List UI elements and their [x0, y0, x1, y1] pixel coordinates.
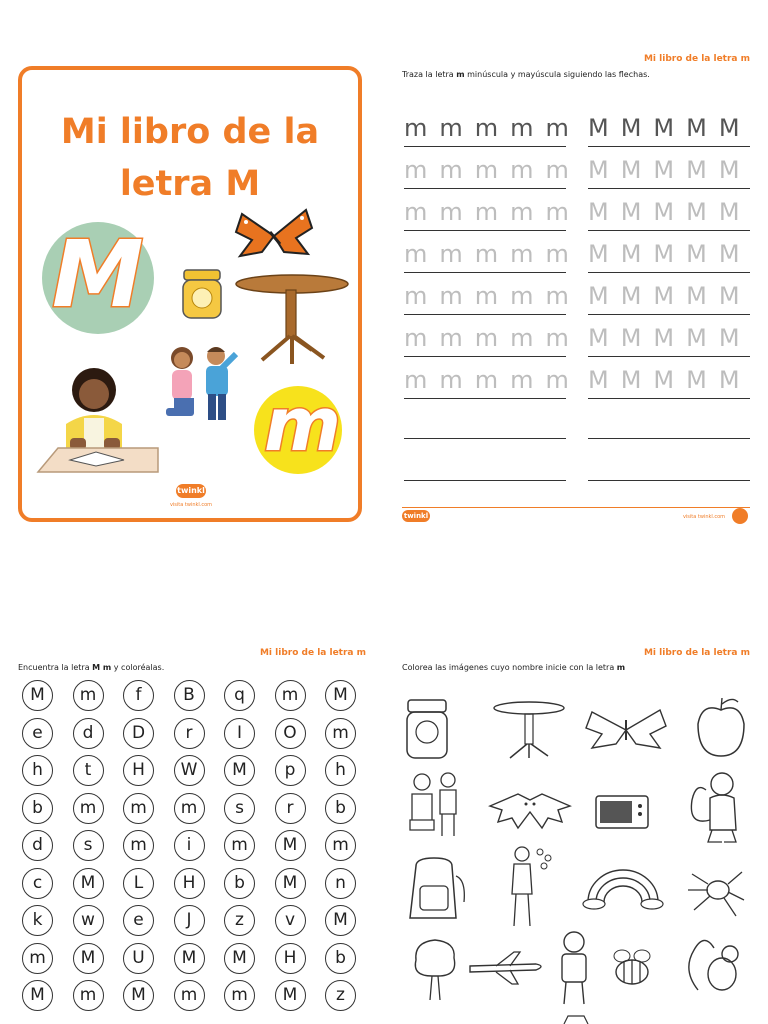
letter-circle[interactable]: m	[275, 680, 306, 711]
letter-circle[interactable]: M	[325, 680, 356, 711]
instruction-bold: m	[616, 663, 626, 672]
trace-row-lower: mmmmm	[404, 240, 581, 268]
letter-circle[interactable]: q	[224, 680, 255, 711]
instruction-post: minúscula y mayúscula siguiendo las flechas.	[464, 70, 650, 79]
letter-circle[interactable]: s	[73, 830, 104, 861]
letter-circle[interactable]: I	[224, 718, 255, 749]
letter-circle[interactable]: M	[174, 943, 205, 974]
cover-title: Mi libro de la letra M	[60, 112, 320, 204]
astronaut-outline-icon	[554, 930, 594, 1006]
tree-outline-icon	[410, 936, 460, 1002]
instruction-pre: Colorea las imágenes cuyo nombre inicie con la letra	[402, 663, 617, 672]
letter-circle[interactable]: h	[22, 755, 53, 786]
letter-circle[interactable]: W	[174, 755, 205, 786]
bat-outline-icon	[488, 788, 572, 834]
jar-outline-icon	[404, 698, 450, 762]
letter-circle[interactable]: t	[73, 755, 104, 786]
cover-url: visita twinkl.com	[169, 502, 213, 508]
letter-circle[interactable]: m	[123, 830, 154, 861]
letter-circle[interactable]: m	[174, 793, 205, 824]
juggler-outline-icon	[504, 844, 554, 930]
letter-circle[interactable]: m	[73, 680, 104, 711]
letter-circle[interactable]: s	[224, 793, 255, 824]
coloring-instruction	[402, 663, 625, 672]
letter-circle[interactable]: z	[224, 905, 255, 936]
letter-circle[interactable]: r	[275, 793, 306, 824]
letter-circle[interactable]: b	[22, 793, 53, 824]
cover-page	[18, 66, 362, 522]
circles-page-header: Mi libro de la letra m	[259, 648, 366, 658]
trace-row-upper: MMMMM	[588, 198, 752, 226]
mother-child-icon	[160, 342, 242, 434]
spider-outline-icon	[686, 864, 746, 918]
letter-circle[interactable]: H	[174, 868, 205, 899]
letter-circle-grid	[22, 680, 366, 1024]
badge-icon	[732, 508, 748, 524]
letter-circle[interactable]: f	[123, 680, 154, 711]
trace-row-lower: mmmmm	[404, 282, 581, 310]
twinkl-logo: twinkl	[403, 512, 429, 520]
trace-row-upper: MMMMM	[588, 114, 752, 142]
girl-reading-icon	[36, 362, 162, 476]
trace-row-upper: MMMMM	[588, 366, 752, 394]
letter-circle[interactable]: m	[73, 793, 104, 824]
letter-circle[interactable]: m	[224, 980, 255, 1011]
instruction-pre: Encuentra la letra	[18, 663, 93, 672]
letter-circle[interactable]: H	[275, 943, 306, 974]
tracing-instruction	[402, 70, 650, 79]
apple-outline-icon	[694, 694, 748, 762]
letter-circle[interactable]: m	[22, 943, 53, 974]
letter-circle[interactable]: b	[325, 943, 356, 974]
letter-circle[interactable]: D	[123, 718, 154, 749]
table-icon	[232, 268, 350, 368]
letter-circle[interactable]: c	[22, 868, 53, 899]
trace-row-upper: MMMMM	[588, 282, 752, 310]
letter-circle[interactable]: p	[275, 755, 306, 786]
bee-outline-icon	[608, 946, 656, 990]
coloring-page-header: Mi libro de la letra m	[643, 648, 750, 658]
letter-circle[interactable]: m	[224, 830, 255, 861]
letter-circle[interactable]: m	[325, 830, 356, 861]
letter-circle[interactable]: k	[22, 905, 53, 936]
letter-circle[interactable]: M	[275, 868, 306, 899]
tracing-url: visita twinkl.com	[682, 514, 726, 520]
letter-circle[interactable]: r	[174, 718, 205, 749]
letter-circle[interactable]: J	[174, 905, 205, 936]
letter-circle[interactable]: M	[73, 868, 104, 899]
instruction-bold: m	[456, 70, 465, 79]
letter-circle[interactable]: d	[73, 718, 104, 749]
mother-child-outline-icon	[404, 770, 466, 840]
letter-circle[interactable]: b	[325, 793, 356, 824]
letter-circle[interactable]: m	[73, 980, 104, 1011]
letter-circle[interactable]: U	[123, 943, 154, 974]
monkey-outline-icon	[682, 770, 748, 846]
letter-circle[interactable]: M	[73, 943, 104, 974]
letter-circle[interactable]: z	[325, 980, 356, 1011]
tracing-footer-line	[402, 507, 750, 508]
instruction-pre: Traza la letra	[402, 70, 457, 79]
letter-circle[interactable]: O	[275, 718, 306, 749]
uppercase-m-letter: M	[52, 221, 144, 328]
letter-circle[interactable]: L	[123, 868, 154, 899]
butterfly-outline-icon	[584, 706, 668, 754]
rainbow-outline-icon	[582, 862, 664, 910]
letter-circle[interactable]: M	[325, 905, 356, 936]
letter-circle[interactable]: M	[224, 755, 255, 786]
letter-circle[interactable]: M	[275, 980, 306, 1011]
trace-row-upper: MMMMM	[588, 324, 752, 352]
letter-circle[interactable]: H	[123, 755, 154, 786]
trace-row-lower: mmmmm	[404, 156, 581, 184]
airplane-outline-icon	[466, 948, 546, 988]
trace-row-upper: MMMMM	[588, 156, 752, 184]
letter-circle[interactable]: B	[174, 680, 205, 711]
microwave-outline-icon	[594, 794, 650, 830]
instruction-bold: M m	[92, 663, 112, 672]
trace-row-lower: mmmmm	[404, 324, 581, 352]
letter-circle[interactable]: v	[275, 905, 306, 936]
letter-circle[interactable]: m	[123, 793, 154, 824]
honey-jar-icon	[180, 268, 224, 322]
letter-circle[interactable]: d	[22, 830, 53, 861]
squirrel-outline-icon	[684, 930, 744, 996]
tracing-page-header: Mi libro de la letra m	[643, 54, 750, 64]
letter-circle[interactable]: i	[174, 830, 205, 861]
backpack-outline-icon	[404, 856, 466, 922]
partial-picture-icon	[562, 1014, 590, 1024]
letter-circle[interactable]: w	[73, 905, 104, 936]
letter-circle[interactable]: M	[224, 943, 255, 974]
letter-circle[interactable]: M	[123, 980, 154, 1011]
table-outline-icon	[492, 700, 566, 760]
letter-circle[interactable]: M	[22, 980, 53, 1011]
instruction-post: y coloréalas.	[111, 663, 165, 672]
trace-row-lower: mmmmm	[404, 366, 581, 394]
trace-row-upper: MMMMM	[588, 240, 752, 268]
trace-row-lower: mmmmm	[404, 114, 581, 142]
letter-circle[interactable]: h	[325, 755, 356, 786]
lowercase-m-letter: m	[264, 382, 342, 468]
trace-row-lower: mmmmm	[404, 198, 581, 226]
letter-circle[interactable]: M	[275, 830, 306, 861]
tracing-area	[402, 110, 752, 490]
letter-circle[interactable]: m	[174, 980, 205, 1011]
butterfly-icon	[232, 206, 316, 266]
letter-circle[interactable]: b	[224, 868, 255, 899]
letter-circle[interactable]: m	[325, 718, 356, 749]
letter-circle[interactable]: e	[123, 905, 154, 936]
twinkl-logo: twinkl	[176, 484, 206, 498]
letter-circle[interactable]: M	[22, 680, 53, 711]
circles-instruction	[18, 663, 164, 672]
letter-circle[interactable]: n	[325, 868, 356, 899]
letter-circle[interactable]: e	[22, 718, 53, 749]
